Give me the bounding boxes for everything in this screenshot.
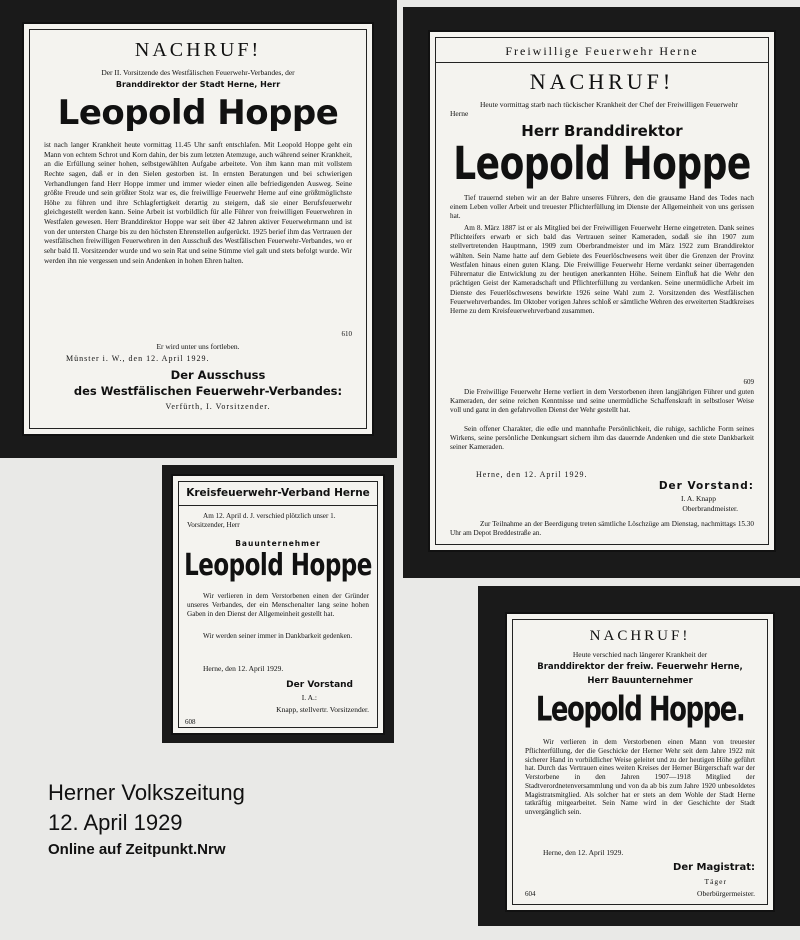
notice-4-number: 604	[525, 890, 536, 898]
notice-2-border	[435, 37, 769, 545]
caption-date: 12. April 1929	[48, 810, 183, 835]
notice-3-header: Kreisfeuerwehr-Verband Herne	[186, 487, 370, 499]
notice-2-paragraph-3: Die Freiwillige Feuerwehr Herne verliert in dem Verstorbenen ihren langjährigen Führer und guten Kameraden, der seine reichen Kenntnisse und seine unermüdliche Schaffenskraft in selbstloser Weise voll und ganz in den gefahrvollen Dienst der Wehr gestellt hat.	[450, 388, 754, 414]
caption-newspaper: Herner Volkszeitung	[48, 780, 245, 805]
notice-1-name: Leopold Hoppe	[57, 93, 339, 133]
notice-2-name: Leopold Hoppe	[453, 138, 751, 191]
notice-3-name: Leopold Hoppe	[184, 548, 372, 583]
notice-2-paragraph-2: Am 8. März 1887 ist er als Mitglied bei der Freiwilligen Feuerwehr Herne eingetreten. Dank seines Pflichteifers erwarb er sich bald das Vertrauen seiner Kameraden, sodaß sie ihn 1907 zum stellvertretenden Hauptmann, 1909 zum Oberbrandmeister und im März 1922 zum Branddirektor wählten. Sein Name hatte auf dem Gebiete des Feuerlöschwesens weit über die Grenzen der Provinz Westfalen hinaus einen guten Klang. Die Freiwillige Feuerwehr Herne verdankt seiner überragenden Führernatur die Entwicklung zu der heutigen anerkannten Höhe. Seinem Einfluß hat die Wehr den prächtigen Geist der Kameradschaft und Pflichterfüllung zu verdanken. Seine unermüdliche Arbeit im Dienste des Feuerlöschwesens bewirkte 1926 seine Wahl zum 2. Vorsitzenden des Westfälischen Feuerwehrverbandes. Im Oktober vorigen Jahres schloß er sämtliche Wehren des erweiterten Stadtkreises Herne zu dem Kreisfeuerwehrverband zusammen.	[450, 224, 754, 315]
notice-1-border	[29, 29, 367, 429]
notice-4	[505, 612, 775, 912]
notice-1-number: 610	[341, 330, 352, 338]
notice-3-divider	[179, 505, 377, 506]
notice-2-divider	[436, 62, 768, 63]
notice-2-signature-2: I. A. Knapp	[681, 494, 716, 503]
notice-3-body-2: Wir werden seiner immer in Dankbarkeit gedenken.	[203, 632, 353, 640]
notice-3-number: 608	[185, 718, 196, 726]
notice-3-dateline: Herne, den 12. April 1929.	[203, 664, 284, 673]
notice-2-signature-3: Oberbrandmeister.	[682, 504, 738, 513]
notice-3-title: Bauunternehmer	[235, 539, 321, 548]
notice-2	[428, 30, 776, 552]
notice-2-title: Herr Branddirektor	[521, 122, 683, 140]
notice-4-dateline: Herne, den 12. April 1929.	[543, 848, 624, 857]
notice-1-heading: NACHRUF!	[134, 39, 262, 61]
notice-2-number: 609	[743, 378, 754, 386]
notice-4-intro-role: Herr Bauunternehmer	[587, 676, 693, 686]
notice-4-intro-title: Branddirektor der freiw. Feuerwehr Herne,	[537, 662, 743, 672]
notice-3-signature-3: Knapp, stellvertr. Vorsitzender.	[276, 705, 369, 714]
notice-3-body: Wir verlieren in dem Verstorbenen einen der Gründer unseres Verbandes, der ein Menschenalter lang seine hohen Gaben in den Dienst der Allgemeinheit gestellt hat.	[187, 592, 369, 618]
notice-2-signature-1: Der Vorstand:	[658, 480, 754, 492]
notice-1	[22, 22, 374, 436]
notice-4-name: Leopold Hoppe.	[535, 690, 745, 730]
notice-1-body: ist nach langer Krankheit heute vormittag 11.45 Uhr sanft entschlafen. Mit Leopold Hoppe geht ein Mann von echtem Schrot und Korn dahin, der bis zum letzten Atemzuge, auch während seiner Krankheit, an die Erfüllung seiner hohen, selbstgewählten Aufgabe arbeitete. Von ihm kann man mit vollstem Rechte sagen, daß er in den Sielen gestorben ist. In ernsten Beratungen und bei schwierigen Verhandlungen fand Herr Hoppe immer und immer wieder einen alle befriedigenden Ausweg. Seine größte Freude und sein größter Stolz war es, die freiwillige Feuerwehr Herne auf eine größtmöglichste Höhe zu führen und ihre Schlagfertigkeit derartig zu steigern, daß sie einer Berufsfeuerwehr gleichgestellt werden kann. Seine Arbeit ist vorbildlich für alle Führer von freiwilligen Feuerwehren in Westfalen gewesen. Herr Branddirektor Hoppe war seit über 42 Jahren aktiver Feuerwehrmann und ist von der untersten Charge bis zu den höchsten Ehrenstellen aufgerückt. 1925 berief ihm das Vertrauen der westfälischen freiwilligen Feuerwehren in den Ausschuß des Westfälischen Feuerwehr-Verbandes, wo er sehr bald II. Vorsitzender wurde und wo sein Rat und seine Stimme viel galt und stets befolgt wurde. Wir werden ihn nie vergessen und sein Andenken in hohen Ehren halten.	[44, 140, 352, 265]
notice-4-intro: Heute verschied nach längerer Krankheit der	[572, 650, 708, 659]
notice-2-header: Freiwillige Feuerwehr Herne	[505, 44, 699, 58]
notice-4-heading: NACHRUF!	[589, 628, 691, 644]
notice-4-border	[512, 619, 768, 905]
notice-4-signature-3: Oberbürgermeister.	[697, 889, 755, 898]
notice-4-signature-2: Täger	[704, 877, 727, 886]
notice-3-intro: Am 12. April d. J. verschied plötzlich unser 1. Vorsitzender, Herr	[187, 512, 336, 529]
notice-1-signature-3: Verfürth, I. Vorsitzender.	[165, 402, 271, 411]
notice-1-closing: Er wird unter uns fortleben.	[156, 342, 240, 351]
notice-4-body: Wir verlieren in dem Verstorbenen einen Mann von treuester Pflichterfüllung, der die Geschicke der Herner Wehr seit dem Jahre 1922 mit sicherer Hand in vorbildlicher Weise geleitet und zu der heutigen Höhe geführt hat. Durch das Vertrauen eines weiten Kreises der Herner Bürgerschaft war der Verstorbene in den Jahren 1907—1918 Mitglied der Stadtverordnetenversammlung und von da ab bis zum Jahre 1920 unbesoldetes Magistratsmitglied. Als solcher hat er stets an dem Wohle der Stadt Herne tatkräftig mitgearbeitet. Sein Name wird in der Geschichte der Stadt unvergänglich sein.	[525, 738, 755, 817]
notice-2-heading: NACHRUF!	[529, 69, 675, 94]
notice-1-intro: Der II. Vorsitzende des Westfälischen Feuerwehr-Verbandes, der	[101, 68, 295, 77]
notice-2-paragraph-1: Tief trauernd stehen wir an der Bahre unseres Führers, den die grausame Hand des Todes nach einem Leben voller Arbeit und treuester Pflichterfüllung im Dienste der Allgemeinheit von uns gerissen hat.	[450, 194, 754, 220]
notice-2-intro: Heute vormittag starb nach tückischer Krankheit der Chef der Freiwilligen Feuerwehr Herne	[450, 100, 738, 119]
notice-3-signature-2: I. A.:	[301, 693, 317, 702]
notice-1-signature-2: des Westfälischen Feuerwehr-Verbandes:	[73, 384, 343, 398]
notice-4-signature-1: Der Magistrat:	[673, 862, 755, 873]
caption-source: Online auf Zeitpunkt.Nrw	[48, 841, 226, 858]
notice-2-dateline: Herne, den 12. April 1929.	[476, 470, 588, 479]
notice-1-intro-title: Branddirektor der Stadt Herne, Herr	[115, 80, 281, 89]
notice-3-signature-1: Der Vorstand	[286, 680, 353, 690]
notice-2-footer: Zur Teilnahme an der Beerdigung treten sämtliche Löschzüge am Dienstag, nachmittags 15.30 Uhr am Depot Breddestraße an.	[450, 520, 754, 537]
notice-1-signature-1: Der Ausschuss	[170, 368, 266, 382]
notice-3-border	[178, 481, 378, 728]
notice-2-paragraph-4: Sein offener Charakter, die edle und mannhafte Persönlichkeit, die ruhige, sachliche Form seines Wirkens, seine persönliche Denkungsart sichern ihm das dauernde Andenken und die stete Dankbarkeit seiner Kameraden.	[450, 425, 754, 451]
notice-3	[171, 474, 385, 735]
notice-1-dateline: Münster i. W., den 12. April 1929.	[66, 354, 210, 363]
